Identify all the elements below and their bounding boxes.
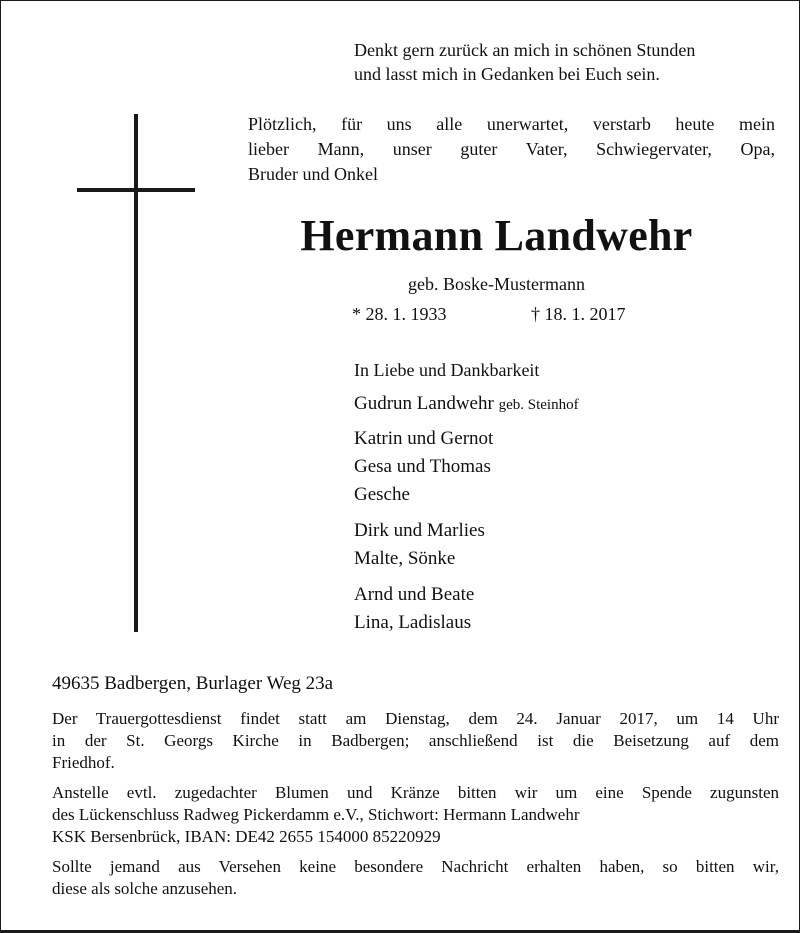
mourner-line: Lina, Ladislaus	[354, 612, 472, 633]
notice-line: Anstelle evtl. zugedachter Blumen und Kränze bitten wir um eine Spende zugunsten	[52, 783, 779, 802]
family-address: 49635 Badbergen, Burlager Weg 23a	[52, 673, 334, 694]
motto-line: und lasst mich in Gedanken bei Euch sein.	[354, 64, 660, 84]
notice-line: in der St. Georgs Kirche in Badbergen; anschließend ist die Beisetzung auf dem	[52, 731, 779, 750]
mourner-line: Katrin und Gernot	[354, 428, 494, 449]
notice-line: Friedhof.	[52, 753, 115, 772]
announcement-line: Bruder und Onkel	[248, 164, 378, 184]
mourner-group	[354, 517, 774, 573]
mourner-line: Gesche	[354, 484, 410, 505]
motto-verse	[354, 38, 774, 86]
deceased-birth-name: geb. Boske-Mustermann	[408, 274, 585, 294]
notice-line: des Lückenschluss Radweg Pickerdamm e.V., Stichwort: Hermann Landwehr	[52, 805, 580, 824]
primary-mourner	[354, 392, 774, 417]
mourner-group	[354, 425, 774, 509]
notice-line: KSK Bersenbrück, IBAN: DE42 2655 154000 85220929	[52, 827, 441, 846]
notice-line: Der Trauergottesdienst findet statt am Dienstag, dem 24. Januar 2017, um 14 Uhr	[52, 709, 779, 728]
primary-mourner-nee: geb. Steinhof	[498, 397, 579, 413]
primary-mourner-name: Gudrun Landwehr	[354, 393, 494, 414]
announcement-text	[248, 112, 775, 187]
cross-horizontal-bar	[77, 188, 195, 192]
mourner-line: Malte, Sönke	[354, 548, 456, 569]
mourner-line: Arnd und Beate	[354, 584, 475, 605]
mourner-group	[354, 581, 774, 637]
missing-notice	[52, 856, 779, 900]
notice-line: Sollte jemand aus Versehen keine besondere Nachricht erhalten haben, so bitten wir,	[52, 857, 779, 876]
motto-line: Denkt gern zurück an mich in schönen Stunden	[354, 40, 696, 60]
announcement-line: Plötzlich, für uns alle unerwartet, verstarb heute mein	[248, 114, 775, 134]
death-date: † 18. 1. 2017	[531, 304, 626, 324]
donation-notice	[52, 782, 779, 848]
birth-date: * 28. 1. 1933	[352, 304, 447, 324]
deceased-name: Hermann Landwehr	[300, 211, 693, 260]
mourners-greeting: In Liebe und Dankbarkeit	[354, 360, 540, 380]
notice-line: diese als solche anzusehen.	[52, 879, 238, 898]
notes-section	[52, 708, 779, 908]
service-notice	[52, 708, 779, 774]
mourner-line: Dirk und Marlies	[354, 520, 485, 541]
announcement-line: lieber Mann, unser guter Vater, Schwiegervater, Opa,	[248, 139, 775, 159]
mourners-list	[354, 358, 774, 645]
mourner-line: Gesa und Thomas	[354, 456, 491, 477]
